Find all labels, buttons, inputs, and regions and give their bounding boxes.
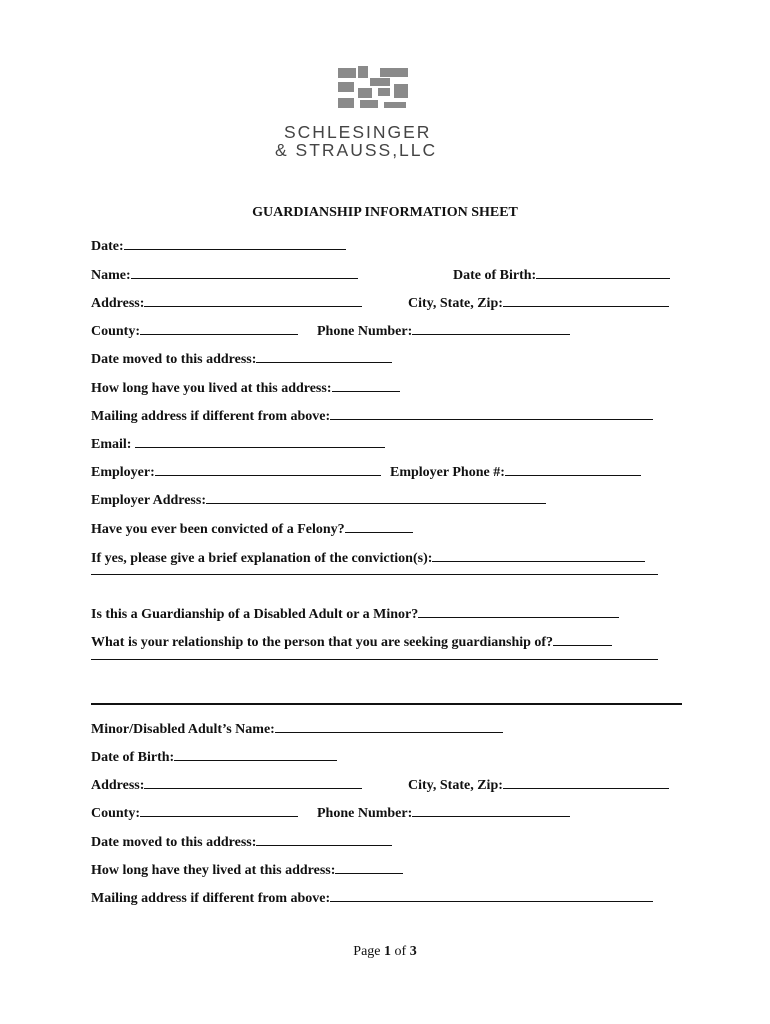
ward-date-moved-field[interactable] xyxy=(91,831,392,851)
ward-date-moved-blank[interactable] xyxy=(256,831,392,846)
applicant-email-blank[interactable] xyxy=(135,433,385,448)
ward-county-blank[interactable] xyxy=(140,802,298,817)
ward-name-field[interactable] xyxy=(91,718,503,738)
footer-page-total: 3 xyxy=(409,944,417,959)
applicant-email-label: Email: xyxy=(91,437,132,452)
ward-csz-field[interactable] xyxy=(408,774,669,794)
applicant-date-moved-blank[interactable] xyxy=(256,348,392,363)
ward-address-label: Address: xyxy=(91,778,145,793)
section-divider xyxy=(91,703,682,705)
ward-csz-blank[interactable] xyxy=(503,774,669,789)
relationship-label: What is your relationship to the person that you are seeking guardianship of? xyxy=(91,635,554,650)
ward-phone-blank[interactable] xyxy=(412,802,570,817)
applicant-csz-label: City, State, Zip: xyxy=(408,296,503,311)
applicant-email-field[interactable] xyxy=(91,433,385,453)
applicant-county-field[interactable] xyxy=(91,320,298,340)
applicant-county-label: County: xyxy=(91,324,141,339)
applicant-mailing-label: Mailing address if different from above: xyxy=(91,409,331,424)
ward-county-label: County: xyxy=(91,806,141,821)
applicant-address-field[interactable] xyxy=(91,292,362,312)
applicant-felony-blank[interactable] xyxy=(345,518,413,533)
ward-csz-label: City, State, Zip: xyxy=(408,778,503,793)
applicant-felony-explain-field[interactable] xyxy=(91,547,645,567)
applicant-date-moved-field[interactable] xyxy=(91,348,392,368)
logo-mark-icon xyxy=(336,64,412,110)
applicant-dob-blank[interactable] xyxy=(536,264,670,279)
ward-date-moved-label: Date moved to this address: xyxy=(91,835,257,850)
applicant-name-field[interactable] xyxy=(91,264,358,284)
guardianship-type-field[interactable] xyxy=(91,603,619,623)
relationship-field[interactable] xyxy=(91,631,612,651)
applicant-how-long-blank[interactable] xyxy=(332,377,400,392)
footer-of-word: of xyxy=(394,944,407,959)
page-title: GUARDIANSHIP INFORMATION SHEET xyxy=(252,205,518,220)
ward-dob-label: Date of Birth: xyxy=(91,750,175,765)
applicant-date-moved-label: Date moved to this address: xyxy=(91,352,257,367)
ward-mailing-blank[interactable] xyxy=(330,887,653,902)
felony-explain-continuation-line[interactable] xyxy=(91,574,658,575)
applicant-csz-field[interactable] xyxy=(408,292,669,312)
company-logo xyxy=(270,64,480,160)
guardianship-type-label: Is this a Guardianship of a Disabled Adult or a Minor? xyxy=(91,607,419,622)
applicant-employer-address-label: Employer Address: xyxy=(91,493,206,508)
ward-how-long-blank[interactable] xyxy=(335,859,403,874)
applicant-csz-blank[interactable] xyxy=(503,292,669,307)
applicant-how-long-field[interactable] xyxy=(91,377,400,397)
ward-dob-field[interactable] xyxy=(91,746,337,766)
ward-dob-blank[interactable] xyxy=(174,746,337,761)
applicant-address-blank[interactable] xyxy=(144,292,362,307)
applicant-dob-label: Date of Birth: xyxy=(453,268,537,283)
relationship-blank[interactable] xyxy=(553,631,612,646)
relationship-continuation-line[interactable] xyxy=(91,659,658,660)
applicant-date-blank[interactable] xyxy=(124,235,346,250)
ward-county-field[interactable] xyxy=(91,802,298,822)
ward-name-label: Minor/Disabled Adult’s Name: xyxy=(91,722,275,737)
ward-mailing-field[interactable] xyxy=(91,887,653,907)
applicant-employer-phone-label: Employer Phone #: xyxy=(390,465,505,480)
page-footer xyxy=(0,944,770,960)
applicant-mailing-field[interactable] xyxy=(91,405,653,425)
ward-phone-field[interactable] xyxy=(317,802,570,822)
applicant-employer-field[interactable] xyxy=(91,461,381,481)
company-name-line1: SCHLESINGER xyxy=(284,122,432,142)
ward-how-long-field[interactable] xyxy=(91,859,403,879)
applicant-date-label: Date: xyxy=(91,239,124,254)
applicant-employer-address-field[interactable] xyxy=(91,489,546,509)
ward-how-long-label: How long have they lived at this address: xyxy=(91,863,336,878)
applicant-felony-label: Have you ever been convicted of a Felony? xyxy=(91,522,345,537)
ward-mailing-label: Mailing address if different from above: xyxy=(91,891,331,906)
applicant-county-blank[interactable] xyxy=(140,320,298,335)
ward-phone-label: Phone Number: xyxy=(317,806,413,821)
applicant-address-label: Address: xyxy=(91,296,145,311)
applicant-felony-field[interactable] xyxy=(91,518,413,538)
applicant-employer-address-blank[interactable] xyxy=(206,489,546,504)
guardianship-type-blank[interactable] xyxy=(418,603,619,618)
applicant-phone-field[interactable] xyxy=(317,320,570,340)
ward-name-blank[interactable] xyxy=(275,718,503,733)
ward-address-blank[interactable] xyxy=(144,774,362,789)
applicant-name-blank[interactable] xyxy=(131,264,358,279)
applicant-felony-explain-label: If yes, please give a brief explanation of the conviction(s): xyxy=(91,551,433,566)
company-name-line2: & STRAUSS,LLC xyxy=(275,140,438,160)
applicant-employer-blank[interactable] xyxy=(155,461,381,476)
applicant-date-field[interactable] xyxy=(91,235,346,255)
applicant-felony-explain-blank[interactable] xyxy=(432,547,645,562)
applicant-name-label: Name: xyxy=(91,268,131,283)
applicant-employer-label: Employer: xyxy=(91,465,155,480)
applicant-how-long-label: How long have you lived at this address: xyxy=(91,381,332,396)
applicant-dob-field[interactable] xyxy=(453,264,670,284)
applicant-employer-phone-blank[interactable] xyxy=(505,461,641,476)
applicant-employer-phone-field[interactable] xyxy=(390,461,641,481)
applicant-phone-blank[interactable] xyxy=(412,320,570,335)
ward-address-field[interactable] xyxy=(91,774,362,794)
applicant-phone-label: Phone Number: xyxy=(317,324,413,339)
footer-page-word: Page xyxy=(353,944,381,959)
footer-page-number: 1 xyxy=(384,944,392,959)
applicant-mailing-blank[interactable] xyxy=(330,405,653,420)
